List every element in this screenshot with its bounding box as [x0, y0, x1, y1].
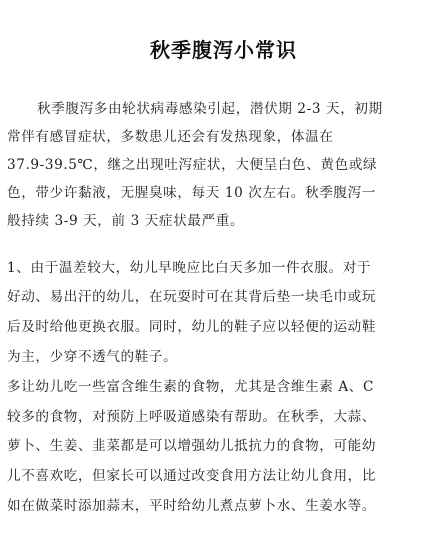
paragraph-line: 萝卜、生姜、韭菜都是可以增强幼儿抵抗力的食物，可能幼	[7, 438, 377, 454]
paragraph-line: 色，带少许黏液，无腥臭味，每天 10 次左右。秋季腹泻一	[7, 185, 376, 201]
document-title: 秋季腹泻小常识	[150, 38, 297, 62]
paragraph-line: 为主，少穿不透气的鞋子。	[7, 349, 178, 365]
paragraph-line: 如在做菜时添加蒜末，平时给幼儿煮点萝卜水、生姜水等。	[7, 498, 377, 514]
paragraph-line: 37.9-39.5℃，继之出现吐泻症状，大便呈白色、黄色或绿	[7, 157, 378, 173]
paragraph-line: 1、由于温差较大，幼儿早晚应比白天多加一件衣服。对于	[7, 260, 372, 276]
paragraph-line: 好动、易出汗的幼儿，在玩耍时可在其背后垫一块毛巾或玩	[7, 289, 377, 305]
paragraph-line: 般持续 3-9 天，前 3 天症状最严重。	[7, 213, 245, 229]
paragraph-line: 儿不喜欢吃，但家长可以通过改变食用方法让幼儿食用，比	[7, 468, 377, 484]
paragraph-line: 常伴有感冒症状，多数患儿还会有发热现象，体温在	[7, 129, 334, 145]
paragraph-line: 秋季腹泻多由轮状病毒感染引起，潜伏期 2-3 天，初期	[37, 101, 383, 117]
paragraph-line: 较多的食物，对预防上呼吸道感染有帮助。在秋季，大蒜、	[7, 409, 377, 425]
paragraph-line: 后及时给他更换衣服。同时，幼儿的鞋子应以轻便的运动鞋	[7, 319, 377, 335]
paragraph-line: 多让幼儿吃一些富含维生素的食物，尤其是含维生素 A、C	[7, 379, 374, 395]
